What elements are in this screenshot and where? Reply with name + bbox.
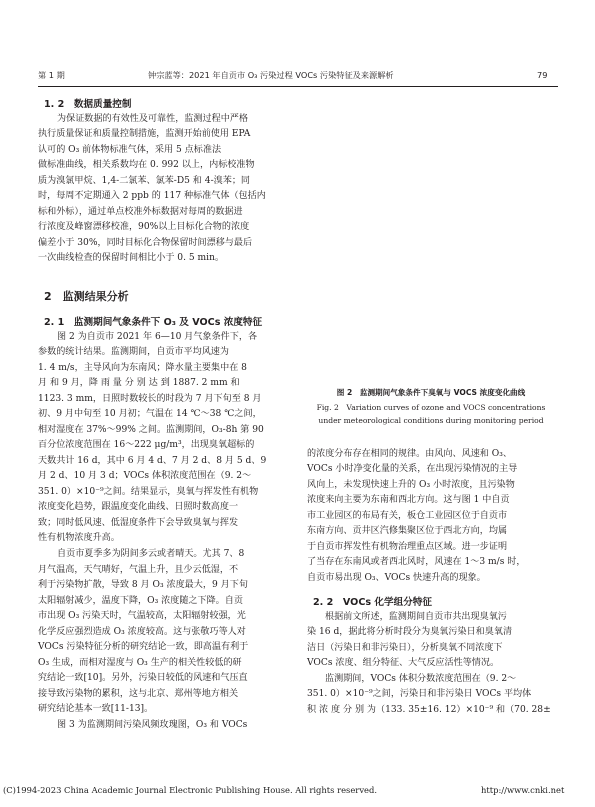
text-line: VOCs 浓度、组分特征、大气反应活性等情况。 bbox=[307, 658, 500, 668]
text-line: 为保证数据的有效性及可靠性，监测过程中严格 bbox=[57, 114, 248, 124]
text-line: 洁日（污染日和非污染日），分析臭氧不同浓度下 bbox=[307, 643, 503, 653]
section-1-2-heading: 1. 2 数据质量控制 bbox=[44, 99, 132, 110]
text-line: 东南方向、贡井区汽修集聚区位于西北方向，均属 bbox=[307, 526, 508, 536]
header-rule bbox=[38, 86, 558, 87]
text-line: VOCs 小时净变化量的关系，在出现污染情况的主导 bbox=[307, 464, 518, 474]
text-line: 偏差小于 30%，同时目标化合物保留时间漂移与最后 bbox=[38, 238, 253, 248]
text-line: 月气温高，天气晴好，气温上升，且少云低湿，不 bbox=[38, 565, 239, 575]
figure-2-image bbox=[305, 98, 557, 378]
text-line: 月 2 d、10 月 3 d；VOCs 体积浓度范围在（9. 2～ bbox=[38, 471, 252, 481]
figure-2-caption-en-line-1: Fig. 2 Variation curves of ozone and VOCS concentrations bbox=[316, 403, 546, 412]
text-line: 质为溴氯甲烷、1,4-二氯苯、氯苯-D5 和 4-溴苯；同 bbox=[38, 176, 251, 186]
text-line: VOCs 污染特征分析的研究结论一致，即高温有利于 bbox=[38, 642, 249, 652]
text-line: 化学反应强烈造成 O₃ 浓度较高。这与张敬巧等人对 bbox=[38, 627, 246, 637]
text-line: 天数共计 16 d，其中 6 月 4 d、7 月 2 d、8 月 5 d、9 bbox=[38, 456, 267, 466]
text-line: 1. 4 m/s，主导风向为东南风；降水量主要集中在 8 bbox=[38, 363, 247, 373]
section-2-2-heading: 2. 2 VOCs 化学组分特征 bbox=[313, 597, 432, 608]
text-line: 风向上，未发现快速上升的 O₃ 小时浓度，且污染物 bbox=[307, 480, 515, 490]
text-line: 执行质量保证和质量控制措施，监测开始前使用 EPA bbox=[38, 129, 251, 139]
text-line: 太阳辐射减少，温度下降，O₃ 浓度随之下降。自贡 bbox=[38, 596, 243, 606]
figure-2-caption-cn: 图 2 监测期间气象条件下臭氧与 VOCS 浓度变化曲线 bbox=[336, 388, 526, 397]
text-line: 接导致污染物的累积，这与北京、郑州等地方相关 bbox=[38, 689, 239, 699]
text-line: 认可的 O₃ 前体物标准气体，采用 5 点标准法 bbox=[38, 145, 222, 155]
text-line: 市工业园区的布局有关，板仓工业园区位于自贡市 bbox=[307, 511, 508, 521]
text-line: 了当存在东南风或者西北风时，风速在 1～3 m/s 时， bbox=[307, 557, 526, 567]
text-line: 图 2 为自贡市 2021 年 6—10 月气象条件下，各 bbox=[57, 332, 258, 342]
page-number: 79 bbox=[537, 70, 548, 80]
text-line: O₃ 生成，而相对湿度与 O₃ 生产的相关性较低的研 bbox=[38, 658, 242, 668]
text-line: 的浓度分布存在相同的规律。由风向、风速和 O₃、 bbox=[307, 449, 512, 459]
text-line: 351. 0）×10⁻⁹之间，污染日和非污染日 VOCs 平均体 bbox=[307, 689, 532, 699]
text-line: 浓度变化趋势，跟温度变化曲线、日照时数高度一 bbox=[38, 502, 239, 512]
figure-2-caption-en-line-2: under meteorological conditions during monitoring period bbox=[318, 416, 544, 425]
text-line: 相对湿度在 37%～99% 之间。监测期间，O₃-8h 第 90 bbox=[38, 425, 264, 435]
text-line: 351. 0）×10⁻⁹之间。结果显示，臭氧与挥发性有机物 bbox=[38, 487, 259, 497]
text-line: 初、9 月中旬至 10 月初；气温在 14 ℃～38 ℃之间， bbox=[38, 409, 262, 419]
section-2-heading: 2 监测结果分析 bbox=[44, 290, 129, 303]
text-line: 1123. 3 mm，日照时数较长的时段为 7 月下旬至 8 月 bbox=[38, 394, 262, 404]
footer-url[interactable]: http://www.cnki.net bbox=[481, 785, 565, 795]
text-line: 于自贡市挥发性有机物治理重点区域。进一步证明 bbox=[307, 542, 508, 552]
running-title: 钟宗蓝等：2021 年自贡市 O₃ 污染过程 VOCs 污染特征及来源解析 bbox=[148, 70, 394, 80]
text-line: 利于污染物扩散，导致 8 月 O₃ 浓度最大，9 月下旬 bbox=[38, 580, 248, 590]
text-line: 月 和 9 月，降 雨 量 分 别 达 到 1887. 2 mm 和 bbox=[38, 378, 240, 388]
text-line: 时，每周不定期通入 2 ppb 的 117 种标准气体（包括内 bbox=[38, 191, 266, 201]
issue-label: 第 1 期 bbox=[38, 70, 65, 80]
text-line: 浓度来向主要为东南和西北方向。这与图 1 中自贡 bbox=[307, 495, 510, 505]
section-2-1-heading: 2. 1 监测期间气象条件下 O₃ 及 VOCs 浓度特征 bbox=[44, 317, 263, 328]
text-line: 自贡市夏季多为阴间多云或者晴天。尤其 7、8 bbox=[57, 549, 245, 559]
text-line: 做标准曲线，相关系数均在 0. 992 以上，内标校准物 bbox=[38, 160, 255, 170]
text-line: 致；同时低风速、低湿度条件下会导致臭氧与挥发 bbox=[38, 518, 239, 528]
text-line: 一次曲线检查的保留时间相比小于 0. 5 min。 bbox=[38, 253, 225, 263]
text-line: 性有机物浓度升高。 bbox=[38, 533, 120, 543]
text-line: 标和外标），通过单点校准外标数据对每周的数据进 bbox=[38, 207, 243, 217]
text-line: 行浓度及峰窗漂移校准，90%以上目标化合物的浓度 bbox=[38, 222, 250, 232]
text-line: 研究结论基本一致[11-13]。 bbox=[38, 704, 154, 714]
text-line: 积 浓 度 分 别 为（133. 35±16. 12）×10⁻⁹ 和（70. 28± bbox=[307, 705, 551, 715]
footer-copyright: (C)1994-2023 China Academic Journal Electronic Publishing House. All rights reserved. bbox=[3, 785, 378, 795]
text-line: 参数的统计结果。监测期间，自贡市平均风速为 bbox=[38, 347, 229, 357]
text-line: 根据前文所述，监测期间自贡市共出现臭氧污 bbox=[325, 612, 507, 622]
text-line: 染 16 d，据此将分析时段分为臭氧污染日和臭氧清 bbox=[307, 627, 513, 637]
text-line: 监测期间，VOCs 体积分数浓度范围在（9. 2～ bbox=[325, 674, 517, 684]
text-line: 百分位浓度范围在 16～222 μg/m³，出现臭氧超标的 bbox=[38, 440, 255, 450]
text-line: 市出现 O₃ 污染天时，气温较高，太阳辐射较强，光 bbox=[38, 611, 246, 621]
text-line: 图 3 为监测期间污染风频玫瑰图，O₃ 和 VOCs bbox=[57, 720, 248, 730]
text-line: 自贡市易出现 O₃、VOCs 快速升高的现象。 bbox=[307, 573, 486, 583]
text-line: 究结论一致[10]。另外，污染日较低的风速和气压直 bbox=[38, 673, 248, 683]
